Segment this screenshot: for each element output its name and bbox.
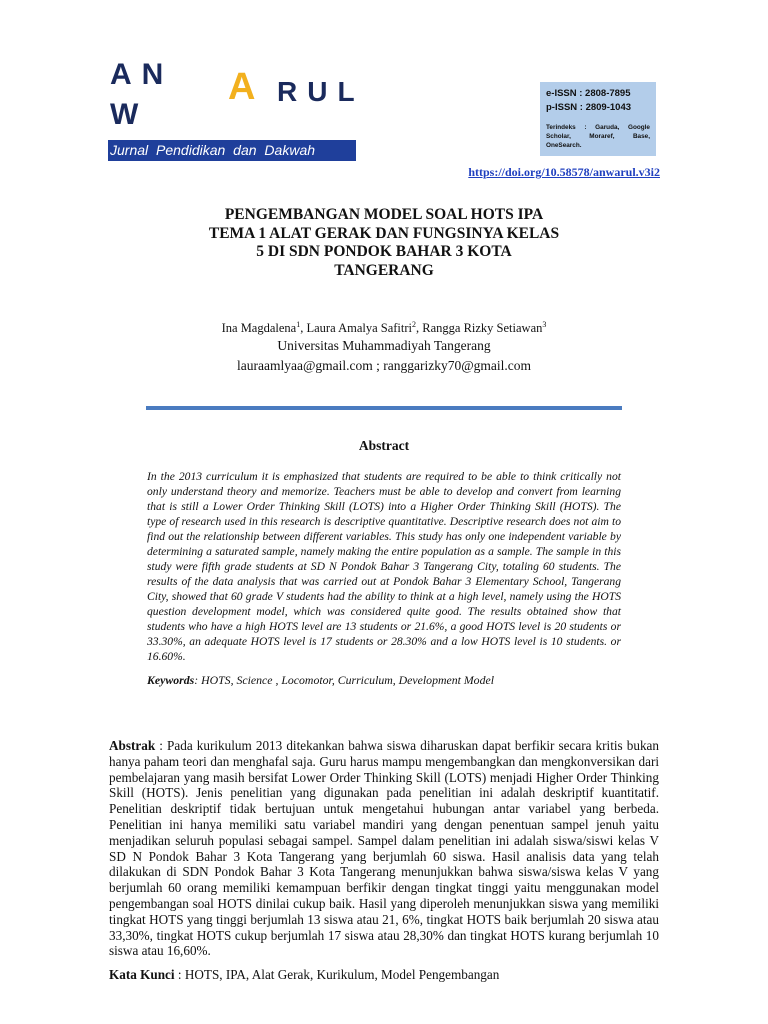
article-title [150,206,618,280]
keywords-indonesian [109,967,659,983]
abstrak-label: Abstrak [109,738,156,753]
section-divider [146,406,622,410]
author-sup: 1 [296,320,301,329]
logo-an: AN [110,58,174,91]
eissn: e-ISSN : 2808-7895 [546,88,631,99]
logo-a: A [228,66,256,108]
abstract-english: In the 2013 curriculum it is emphasized that students are required to be able to think critically not only understand theory and memorize. Teachers must be able to develop and convert from learning that is still a Lower Order Thinking Skill (LOTS) into a Higher Order Thinking Skill (HOTS). The type of research used in this research is descriptive quantitative. Descriptive research does not aim to find out the relationship between different variables. This study has only one independent variable by determining a saturated sample, namely making the entire population as a sample. The sample in this study were fifth grade students at SD N Pondok Bahar 3 Tangerang City, totaling 60 students. The results of the data analysis that was carried out at Pondok Bahar 3 Elementary School, Tangerang City, showed that 60 grade V students had the ability to think at a high level, namely using the HOTS question development model, which was considered quite good. The results obtained show that students who have a high HOTS level are 13 students or 21.6%, a good HOTS level is 20 students or 33.30%, an adequate HOTS level is 17 students or 28.30% and a low HOTS level is 10 students. or 16.60%. [147,470,621,663]
author-sup: 2 [412,320,417,329]
author-name: Laura Amalya Safitri [306,321,413,336]
title-line: PENGEMBANGAN MODEL SOAL HOTS IPA [224,206,544,223]
keywords-english [147,673,621,688]
logo-rul: RUL [277,76,365,107]
author-emails: lauraamlyaa@gmail.com ; ranggarizky70@gmail.com [236,358,531,373]
logo-w: W [110,98,139,131]
author-sep: , [300,321,307,336]
indexing-info: Terindeks : Garuda, Google Scholar, Moraref, Base, OneSearch. [546,124,650,149]
abstract-heading: Abstract [358,438,410,453]
kata-kunci-label: Kata Kunci [109,967,175,982]
authors [150,320,618,336]
author-name: Rangga Rizky Setiawan [422,321,543,336]
abstrak-text: : Pada kurikulum 2013 ditekankan bahwa siswa diharuskan dapat berfikir secara kritis bukan hanya paham teori dan menghafal saja. Guru harus mampu mengembangkan dan mengkonversikan dari pembelajaran yang masih bersifat Lower Order Thinking Skill (LOTS) menjadi Higher Order Thinking Skill (HOTS). Jenis penelitian yang digunakan pada penelitian ini adalah deskriptif kuantitatif. Penelitian deskriptif tidak bertujuan untuk mengetahui hubungan antar variabel yang berbeda. Penelitian ini hanya memiliki satu variabel mandiri yang dengan penentuan sampel jenuh yaitu menjadikan seluruh populasi sebagai sampel. Sampel dalam penelitian ini adalah siswa/siswi kelas V SD N Pondok Bahar 3 Kota Tangerang yang berjumlah 60 siswa. Hasil analisis data yang telah dilakukan di SDN Pondok Bahar 3 Kota Tangerang menunjukkan bahwa siswa/siswa kelas V yang berjumlah 60 orang memiliki kemampuan berfikir dengan tingkat tinggi yaitu menggunakan model pengembangan soal HOTS dinilai cukup baik. Hasil yang diperoleh menunjukkan siswa yang memiliki tingkat HOTS yang tinggi berjumlah 13 siswa atau 21, 6%, tingkat HOTS baik berjumlah 20 siswa atau 33,30%, tingkat HOTS cukup berjumlah 17 siswa atau 28,30% dan tingkat HOTS kurang berjumlah 10 siswa atau 16,60%. [109,738,659,959]
issn-box [540,82,656,156]
title-line: TANGERANG [334,261,434,279]
kata-kunci-text: : HOTS, IPA, Alat Gerak, Kurikulum, Model Pengembangan [174,967,500,982]
pissn: p-ISSN : 2809-1043 [546,102,632,113]
title-line: TEMA 1 ALAT GERAK DAN FUNGSINYA KELAS [208,224,560,242]
journal-name: Jurnal Pendidikan dan Dakwah [108,140,356,161]
author-name: Ina Magdalena [221,321,297,336]
author-sep: , [416,321,423,336]
author-sup: 3 [542,320,547,329]
keywords-label: Keywords [147,673,195,687]
abstract-indonesian [109,738,659,959]
title-line: 5 DI SDN PONDOK BAHAR 3 KOTA [256,243,512,260]
keywords-text: : HOTS, Science , Locomotor, Curriculum, Development Model [194,673,494,687]
affiliation: Universitas Muhammadiyah Tangerang [277,338,491,353]
doi-link[interactable]: https://doi.org/10.58578/anwarul.v3i2 [468,165,660,179]
